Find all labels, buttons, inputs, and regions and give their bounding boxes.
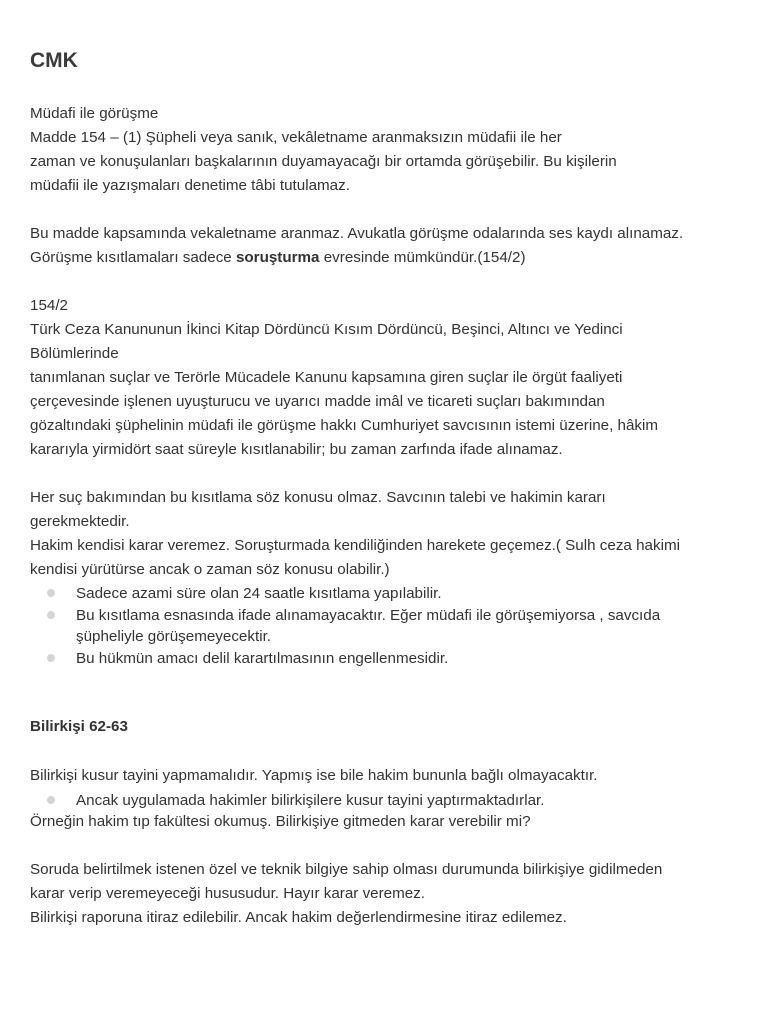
- paragraph-line: karar verip veremeyeceği hususudur. Hayır karar veremez.: [30, 885, 426, 902]
- paragraph-line: Hakim kendisi karar veremez. Soruşturmada kendiliğinden harekete geçemez.( Sulh ceza hakimi: [30, 537, 680, 554]
- paragraph-line: Bilirkişi raporuna itiraz edilebilir. Ancak hakim değerlendirmesine itiraz edilemez.: [30, 909, 567, 926]
- paragraph-line: kararıyla yirmidört saat süreyle kısıtlanabilir; bu zaman zarfında ifade alınamaz.: [30, 441, 563, 458]
- text-span: Görüşme kısıtlamaları sadece: [30, 249, 236, 266]
- document-title: CMK: [30, 49, 78, 72]
- paragraph-line: çerçevesinde işlenen uyuşturucu ve uyarıcı madde imâl ve ticareti suçları bakımından: [30, 393, 605, 410]
- paragraph-line: Bu madde kapsamında vekaletname aranmaz. Avukatla görüşme odalarında ses kaydı alınamaz.: [30, 225, 684, 242]
- bold-text: soruşturma: [235, 249, 320, 266]
- paragraph-line: Soruda belirtilmek istenen özel ve teknik bilgiye sahip olması durumunda bilirkişiye gidilmeden: [30, 861, 663, 878]
- bullet-icon: [47, 611, 55, 619]
- paragraph-line: Türk Ceza Kanununun İkinci Kitap Dördüncü Kısım Dördüncü, Beşinci, Altıncı ve Yedinci: [30, 321, 623, 338]
- paragraph-line: gerekmektedir.: [30, 513, 130, 530]
- bullet-icon: [47, 654, 55, 662]
- bullet-item: Bu kısıtlama esnasında ifade alınamayacaktır. Eğer müdafi ile görüşemiyorsa , savcıda: [76, 607, 661, 624]
- bullet-item: Bu hükmün amacı delil karartılmasının engellenmesidir.: [76, 650, 449, 667]
- paragraph-line: zaman ve konuşulanları başkalarının duyamayacağı bir ortamda görüşebilir. Bu kişilerin: [30, 153, 617, 170]
- bullet-item: Ancak uygulamada hakimler bilirkişilere kusur tayini yaptırmaktadırlar.: [76, 792, 545, 809]
- section-heading: Bilirkişi 62-63: [30, 718, 128, 735]
- paragraph-line: Bilirkişi kusur tayini yapmamalıdır. Yapmış ise bile hakim bununla bağlı olmayacaktır.: [30, 767, 598, 784]
- bullet-icon: [47, 589, 55, 597]
- paragraph-line: tanımlanan suçlar ve Terörle Mücadele Kanunu kapsamına giren suçlar ile örgüt faaliyeti: [30, 369, 623, 386]
- text-span: evresinde mümkündür.(154/2): [319, 249, 526, 266]
- paragraph-line: Bölümlerinde: [30, 345, 119, 362]
- paragraph-line: kendisi yürütürse ancak o zaman söz konusu olabilir.): [30, 561, 390, 578]
- paragraph-line: Madde 154 – (1) Şüpheli veya sanık, vekâletname aranmaksızın müdafii ile her: [30, 129, 562, 146]
- section-subtitle: Müdafi ile görüşme: [30, 105, 159, 122]
- bullet-item: Sadece azami süre olan 24 saatle kısıtlama yapılabilir.: [76, 585, 442, 602]
- article-reference: 154/2: [30, 297, 69, 314]
- bullet-icon: [47, 796, 55, 804]
- paragraph-line: Her suç bakımından bu kısıtlama söz konusu olmaz. Savcının talebi ve hakimin kararı: [30, 489, 606, 506]
- paragraph-line: [30, 248, 526, 268]
- paragraph-line: müdafii ile yazışmaları denetime tâbi tutulamaz.: [30, 177, 350, 194]
- bullet-item-continuation: şüpheliyle görüşemeyecektir.: [76, 628, 272, 645]
- paragraph-line: gözaltındaki şüphelinin müdafi ile görüşme hakkı Cumhuriyet savcısının istemi üzerine, hâkim: [30, 417, 659, 434]
- paragraph-line: Örneğin hakim tıp fakültesi okumuş. Bilirkişiye gitmeden karar verebilir mi?: [30, 813, 531, 830]
